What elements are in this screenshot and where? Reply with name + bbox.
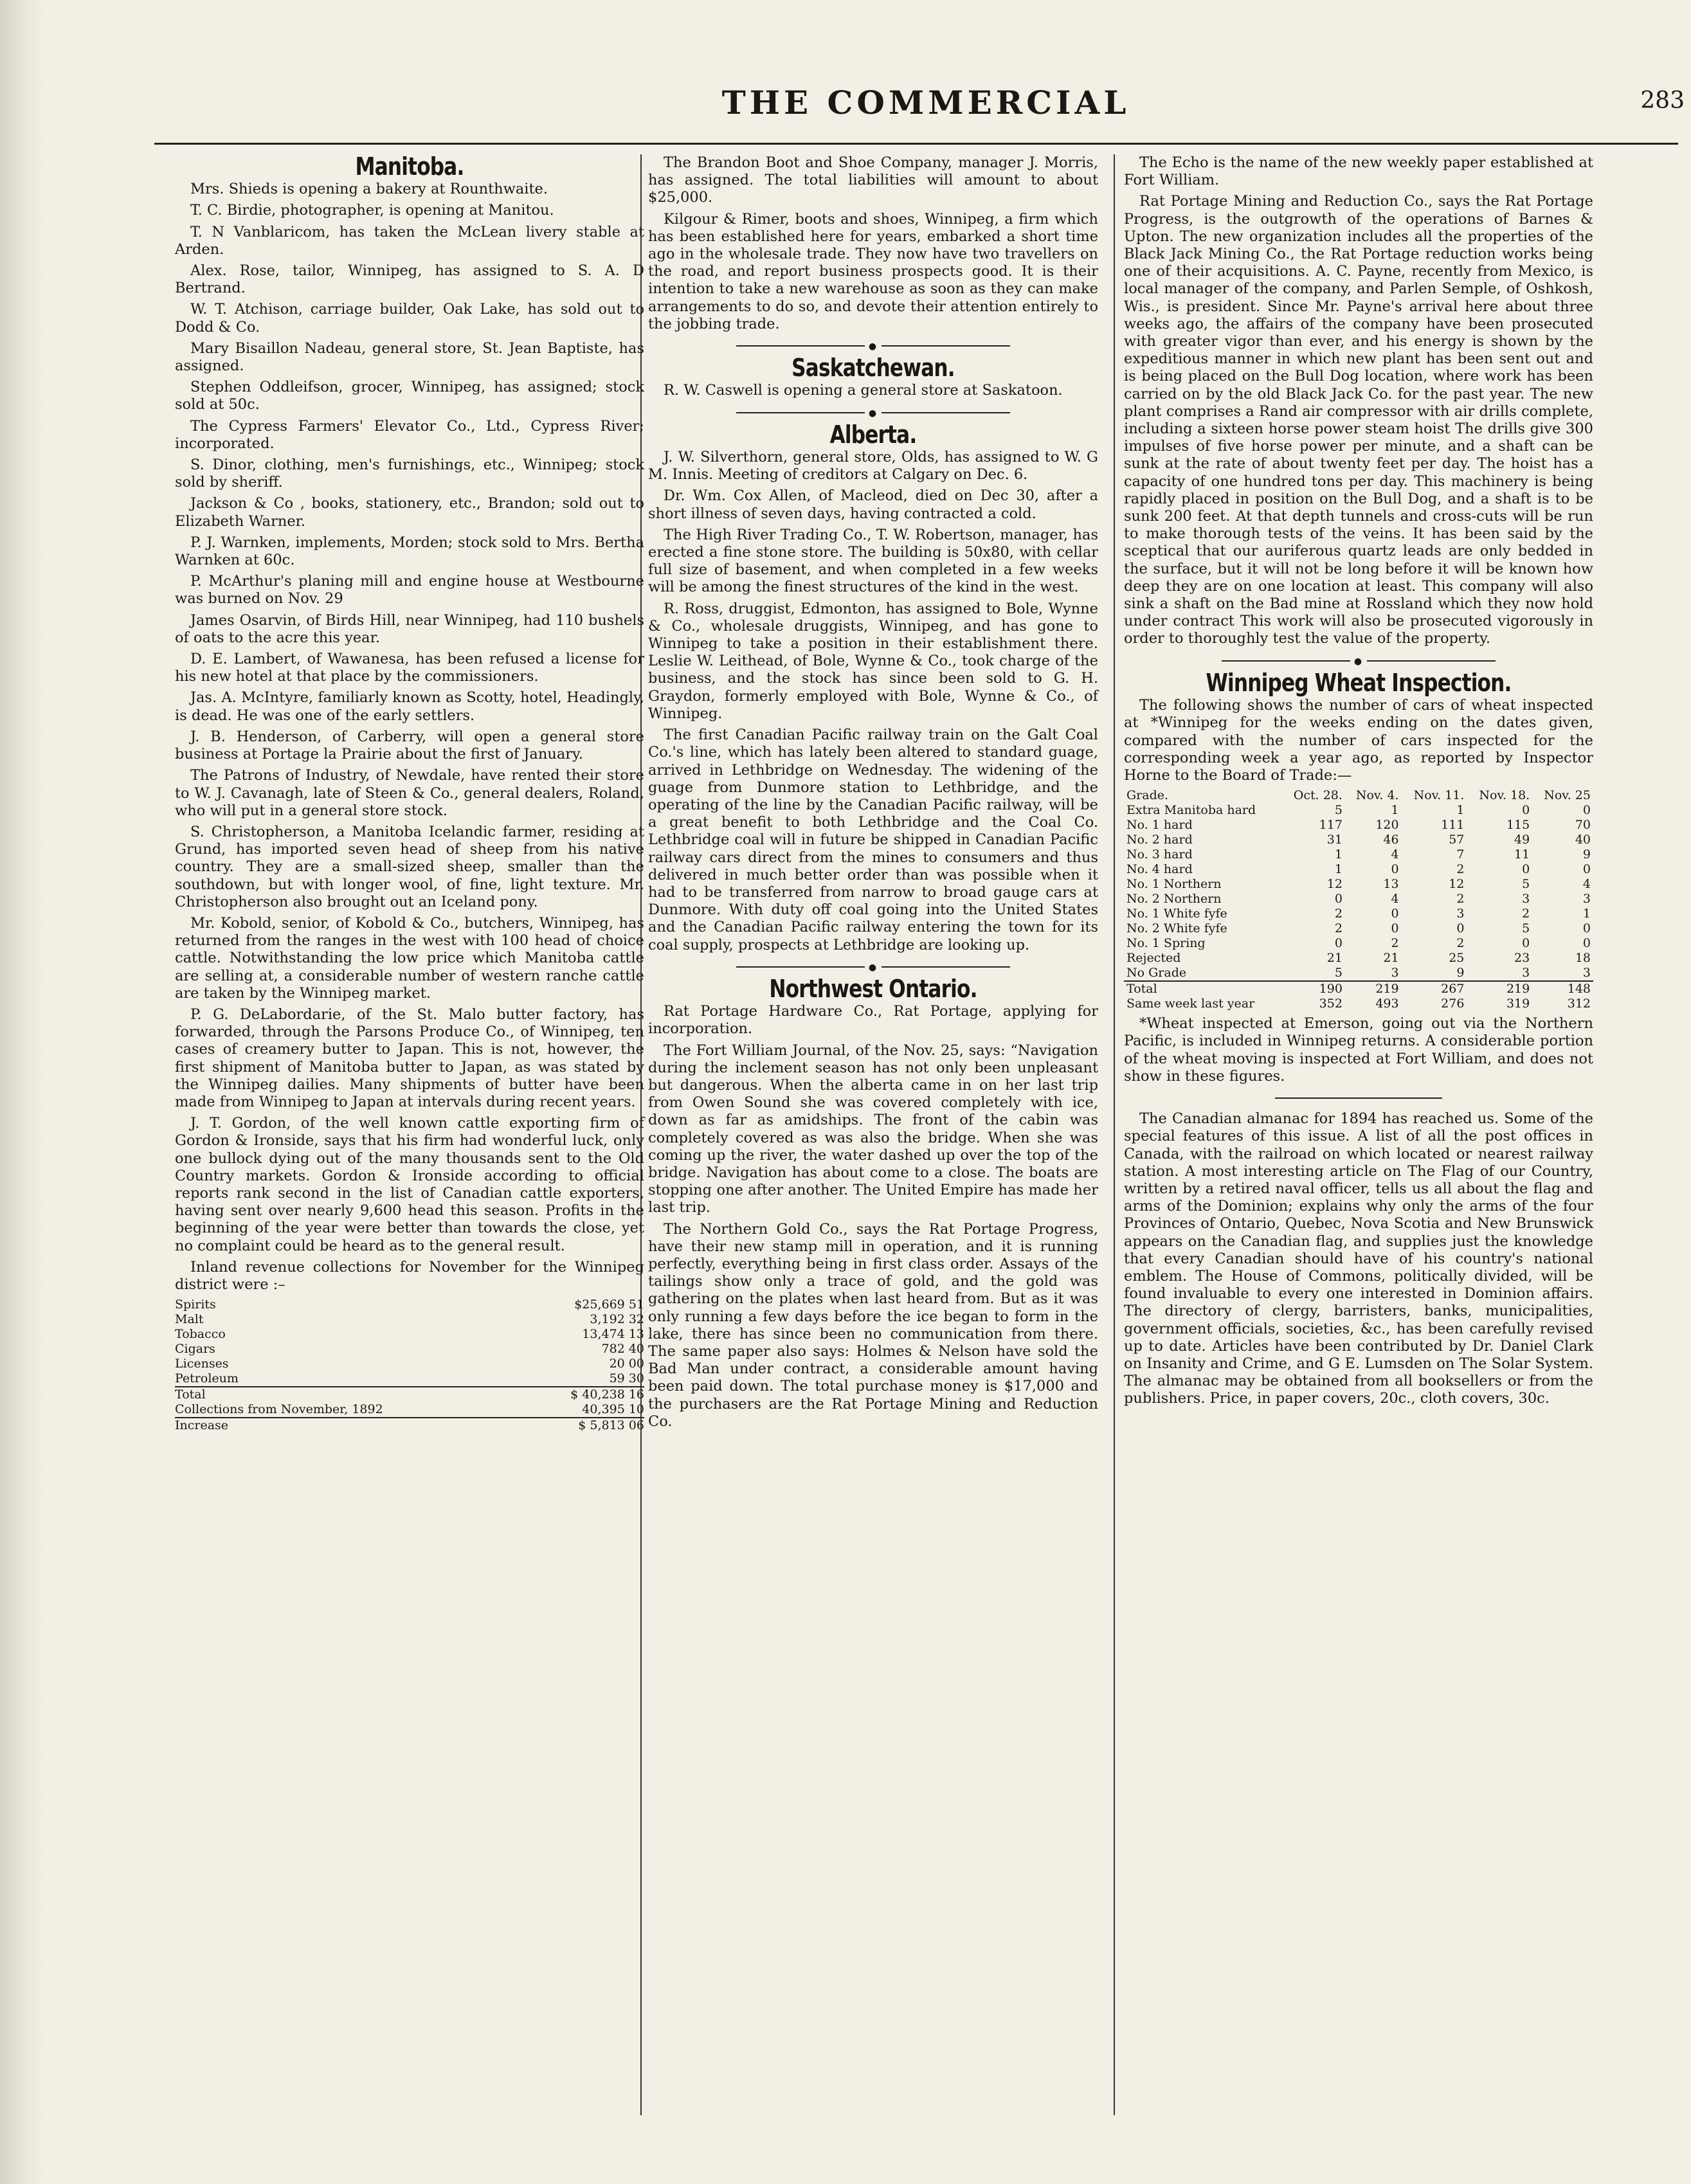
revenue-amount: 782 40: [601, 1342, 644, 1357]
revenue-increase-label: Increase: [175, 1418, 521, 1433]
wheat-cell: 117: [1319, 818, 1343, 833]
wheat-intro: The following shows the number of cars of wheat inspected at *Winnipeg for the weeks ending on the dates given, compared with the number of cars inspected for the corresponding week a year ago, as reported by Inspector Horne to the Board of Trade:—: [1124, 697, 1593, 784]
wheat-row: [1124, 862, 1593, 877]
revenue-total-amount: $ 40,238 16: [521, 1387, 644, 1402]
revenue-label: Cigars: [175, 1342, 215, 1357]
wheat-cell: 25: [1449, 951, 1465, 966]
news-item: S. Dinor, clothing, men's furnishings, etc., Winnipeg; stock sold by sheriff.: [175, 456, 644, 491]
wheat-cell: 276: [1441, 997, 1465, 1011]
wheat-header-row: [1124, 788, 1593, 803]
wheat-cell: 1: [1582, 907, 1591, 921]
wheat-cell: No. 1 Northern: [1126, 877, 1222, 892]
wheat-table: [1124, 788, 1593, 1011]
alberta-items: [648, 449, 1098, 954]
wheat-cell: No. 3 hard: [1126, 847, 1193, 862]
header-rule: [154, 143, 1678, 145]
wheat-cell: 0: [1391, 907, 1399, 921]
manitoba-items: [175, 181, 644, 1294]
rat-portage-items: [1124, 154, 1593, 648]
wheat-cell: No. 2 Northern: [1126, 892, 1222, 907]
column-divider: [1114, 154, 1115, 2115]
section-heading-northwest-ontario: Northwest Ontario.: [769, 974, 977, 1003]
revenue-row: [175, 1327, 644, 1342]
wheat-cell: 2: [1334, 907, 1343, 921]
wheat-cell: 3: [1522, 892, 1530, 907]
revenue-row: [175, 1342, 644, 1357]
news-item: The High River Trading Co., T. W. Robertson, manager, has erected a fine stone store. The building is 50x80, with cellar full size of basement, and when completed in a few weeks will be among the finest structures of the kind in the west.: [648, 526, 1098, 596]
wheat-row: [1124, 803, 1593, 818]
wheat-cell: 5: [1522, 921, 1530, 936]
saskatchewan-items: [648, 382, 1098, 399]
section-heading-wheat-inspection: Winnipeg Wheat Inspection.: [1206, 668, 1512, 697]
almanac-notice: The Canadian almanac for 1894 has reached us. Some of the special features of this issue. A list of all the post offices in Canada, with the railroad on which located or nearest railway station. A most interesting article on The Flag of our Country, written by a retired naval officer, tells us all about the flag and arms of the Dominion; explains why only the arms of the four Provinces of Ontario, Quebec, Nova Scotia and New Brunswick appears on the Canadian flag, and supplies just the knowledge that every Canadian should have of his country's national emblem. The House of Commons, politically divided, will be found invaluable to every one interested in Dominion affairs. The directory of clergy, barristers, banks, municipalities, government officials, societies, &c., has been carefully revised up to date. Articles have been contributed by Dr. Daniel Clark on Insanity and Crime, and G E. Lumsden on The Solar System. The almanac may be obtained from all booksellers or from the publishers. Price, in paper covers, 20c., cloth covers, 30c.: [1124, 1110, 1593, 1407]
revenue-row: [175, 1357, 644, 1371]
wheat-cell: Oct. 28.: [1293, 788, 1343, 803]
section-heading-alberta: Alberta.: [829, 420, 917, 449]
revenue-increase-row: [175, 1418, 644, 1433]
wheat-cell: 13: [1383, 877, 1399, 892]
wheat-cell: 4: [1391, 847, 1399, 862]
column-3: [1124, 154, 1593, 2134]
news-item: Mr. Kobold, senior, of Kobold & Co., butchers, Winnipeg, has returned from the ranges in the west with 100 head of choice cattle. Notwithstanding the low price which Manitoba cattle are selling at, a considerable number of western ranche cattle are taken by the Winnipeg market.: [175, 914, 644, 1002]
wheat-row: [1124, 847, 1593, 862]
news-item: T. C. Birdie, photographer, is opening at Manitou.: [190, 202, 554, 219]
wheat-last-year-row: [1124, 997, 1593, 1011]
wheat-cell: 9: [1456, 966, 1465, 980]
separator-rule: ●: [648, 337, 1098, 356]
wheat-cell: Extra Manitoba hard: [1126, 803, 1256, 818]
revenue-amount: 3,192 32: [590, 1312, 644, 1327]
wheat-row: [1124, 951, 1593, 966]
wheat-cell: 3: [1582, 966, 1591, 980]
wheat-cell: 148: [1532, 981, 1593, 997]
wheat-cell: 2: [1391, 936, 1399, 951]
revenue-label: Malt: [175, 1312, 204, 1327]
wheat-cell: 352: [1319, 997, 1343, 1011]
news-item: J. W. Silverthorn, general store, Olds, has assigned to W. G M. Innis. Meeting of creditors at Calgary on Dec. 6.: [648, 449, 1098, 483]
revenue-label: Tobacco: [175, 1327, 226, 1342]
wheat-cell: 12: [1326, 877, 1343, 892]
wheat-cell: Rejected: [1126, 951, 1181, 966]
wheat-cell: Nov. 4.: [1355, 788, 1399, 803]
wheat-cell: 7: [1456, 847, 1465, 862]
wheat-cell: 3: [1456, 907, 1465, 921]
wheat-cell: Nov. 25: [1544, 788, 1591, 803]
wheat-cell: 120: [1375, 818, 1399, 833]
wheat-cell: 18: [1575, 951, 1591, 966]
news-item: T. N Vanblaricom, has taken the McLean livery stable at Arden.: [175, 223, 644, 258]
revenue-label: Petroleum: [175, 1371, 239, 1386]
wheat-cell: 4: [1582, 877, 1591, 892]
news-item: D. E. Lambert, of Wawanesa, has been refused a license for his new hotel at that place by the commissioners.: [175, 651, 644, 685]
revenue-label: Spirits: [175, 1297, 216, 1312]
wheat-cell: 111: [1441, 818, 1465, 833]
separator-rule: ●: [1124, 652, 1593, 671]
wheat-cell: 5: [1522, 877, 1530, 892]
news-item: Kilgour & Rimer, boots and shoes, Winnipeg, a firm which has been established here for years, embarked a short time ago in the wholesale trade. They now have two travellers on the road, and report business prospects good. It is their intention to take a new warehouse as soon as they can make arrangements to do so, and devote their attention entirely to the jobbing trade.: [648, 210, 1098, 332]
wheat-cell: 2: [1456, 892, 1465, 907]
revenue-amount: 20 00: [609, 1357, 644, 1371]
wheat-cell: 5: [1334, 966, 1343, 980]
wheat-cell: 46: [1383, 833, 1399, 847]
revenue-collections-row: [175, 1402, 644, 1418]
news-item: The Brandon Boot and Shoe Company, manager J. Morris, has assigned. The total liabilities will amount to about $25,000.: [648, 154, 1098, 206]
page-number: 283: [1640, 87, 1685, 114]
wheat-cell: 0: [1522, 803, 1530, 818]
news-item: The Northern Gold Co., says the Rat Portage Progress, have their new stamp mill in operation, and it is running perfectly, everything being in first class order. Assays of the tailings show only a trace of gold, and the gold was gathering on the plates when last heard from. But as it was only running a few days before the ice began to form in the lake, there has since been no communication from there. The same paper also says: Holmes & Nelson have sold the Bad Man under contract, a considerable amount having been paid down. The total purchase money is $17,000 and the purchasers are the Rat Portage Mining and Reduction Co.: [648, 1220, 1098, 1430]
wheat-cell: 0: [1391, 921, 1399, 936]
wheat-cell: 2: [1456, 862, 1465, 877]
wheat-row: [1124, 936, 1593, 951]
news-item: Rat Portage Hardware Co., Rat Portage, applying for incorporation.: [648, 1003, 1098, 1038]
news-item: J. T. Gordon, of the well known cattle exporting firm of Gordon & Ironside, says that his firm had wonderful luck, only one bullock dying out of the many thousands sent to the Old Country markets. Gordon & Ironside according to official reports rank second in the list of Canadian cattle exporters, having sent over nearly 9,600 head this season. Profits in the beginning of the year were better than towards the close, yet no complaint could be heard as to the general result.: [175, 1115, 644, 1254]
wheat-row: [1124, 833, 1593, 847]
wheat-cell: No. 1 White fyfe: [1126, 907, 1227, 921]
wheat-cell: 31: [1326, 833, 1343, 847]
revenue-total-row: [175, 1387, 644, 1402]
wheat-cell: 219: [1345, 981, 1402, 997]
wheat-cell: 11: [1514, 847, 1530, 862]
news-item: James Osarvin, of Birds Hill, near Winnipeg, had 110 bushels of oats to the acre this year.: [175, 611, 644, 646]
wheat-cell: 312: [1567, 997, 1591, 1011]
revenue-row: [175, 1371, 644, 1387]
news-item: Inland revenue collections for November for the Winnipeg district were :–: [175, 1258, 644, 1293]
separator-rule: [1124, 1089, 1593, 1106]
wheat-row: [1124, 877, 1593, 892]
wheat-cell: No. 4 hard: [1126, 862, 1193, 877]
wheat-cell: Nov. 18.: [1479, 788, 1530, 803]
wheat-cell: 319: [1506, 997, 1530, 1011]
wheat-cell: 3: [1582, 892, 1591, 907]
wheat-cell: 0: [1582, 803, 1591, 818]
news-item: Jackson & Co , books, stationery, etc., Brandon; sold out to Elizabeth Warner.: [175, 495, 644, 530]
wheat-cell: 1: [1391, 803, 1399, 818]
wheat-cell: 0: [1334, 936, 1343, 951]
news-item: The Patrons of Industry, of Newdale, have rented their store to W. J. Cavanagh, late of Steen & Co., general dealers, Roland, who will put in a general store stock.: [175, 767, 644, 819]
news-item: R. Ross, druggist, Edmonton, has assigned to Bole, Wynne & Co., wholesale druggists, Winnipeg, and has gone to Winnipeg to take a position in their establishment there. Leslie W. Leithead, of Bole, Wynne & Co., took charge of the business, and the stock has since been sold to G. H. Graydon, formerly employed with Bole, Wynne & Co., of Winnipeg.: [648, 600, 1098, 722]
wheat-cell: 21: [1383, 951, 1399, 966]
wheat-cell: 1: [1334, 862, 1343, 877]
wheat-cell: 21: [1326, 951, 1343, 966]
news-item: The first Canadian Pacific railway train on the Galt Coal Co.'s line, which has lately been altered to standard guage, arrived in Lethbridge on Wednesday. The widening of the guage from Dunmore station to Lethbridge, and the operating of the line by the Canadian Pacific railway, will be a great benefit to both Lethbridge and the Coal Co. Lethbridge coal will in future be shipped in Canadian Pacific railway cars direct from the mines to consumers and thus delivered in much better order than was possible when it had to be transferred from narrow to broad gauge cars at Dunmore. With duty off coal going into the United States and the Canadian Pacific railway entering the town for its coal supply, prospects at Lethbridge are looking up.: [648, 726, 1098, 953]
wheat-cell: 0: [1582, 936, 1591, 951]
wheat-cell: 1: [1334, 847, 1343, 862]
news-item: Alex. Rose, tailor, Winnipeg, has assigned to S. A. D Bertrand.: [175, 262, 644, 297]
wheat-cell: 0: [1582, 862, 1591, 877]
wheat-cell: No. 2 hard: [1126, 833, 1193, 847]
northwest-ontario-items: [648, 1003, 1098, 1430]
revenue-collections-label: Collections from November, 1892: [175, 1402, 383, 1417]
news-item: J. B. Henderson, of Carberry, will open a general store business at Portage la Prairie about the first of January.: [175, 728, 644, 763]
wheat-cell: No Grade: [1126, 966, 1187, 980]
section-heading-manitoba: Manitoba.: [355, 152, 464, 181]
wheat-cell: 4: [1391, 892, 1399, 907]
column-2: [648, 154, 1098, 2134]
news-item: The Echo is the name of the new weekly paper established at Fort William.: [1124, 154, 1593, 189]
wheat-cell: Total: [1124, 981, 1281, 997]
wheat-cell: 12: [1449, 877, 1465, 892]
wheat-row: [1124, 892, 1593, 907]
news-item: W. T. Atchison, carriage builder, Oak Lake, has sold out to Dodd & Co.: [175, 301, 644, 336]
wheat-cell: 1: [1456, 803, 1465, 818]
column-1: [175, 154, 644, 2134]
wheat-cell: 49: [1514, 833, 1530, 847]
wheat-cell: 190: [1281, 981, 1345, 997]
wheat-cell: 493: [1375, 997, 1399, 1011]
wheat-cell: 0: [1582, 921, 1591, 936]
news-item: Dr. Wm. Cox Allen, of Macleod, died on Dec 30, after a short illness of seven days, having contracted a cold.: [648, 487, 1098, 522]
news-item: S. Christopherson, a Manitoba Icelandic farmer, residing at Grund, has imported seven head of sheep from his native country. They are a small-sized sheep, smaller than the southdown, but with longer wool, of fine, light texture. Mr. Christopherson also brought out an Iceland pony.: [175, 823, 644, 910]
wheat-row: [1124, 966, 1593, 981]
wheat-cell: 2: [1334, 921, 1343, 936]
wheat-cell: 57: [1449, 833, 1465, 847]
wheat-cell: 3: [1391, 966, 1399, 980]
wheat-cell: Same week last year: [1126, 997, 1255, 1011]
revenue-total-label: Total: [175, 1387, 521, 1402]
wheat-cell: 0: [1456, 921, 1465, 936]
wheat-cell: 267: [1402, 981, 1467, 997]
wheat-cell: 3: [1522, 966, 1530, 980]
news-item: R. W. Caswell is opening a general store at Saskatoon.: [664, 382, 1063, 399]
wheat-cell: 40: [1575, 833, 1591, 847]
page-binding-edge: [0, 0, 45, 2184]
wheat-cell: No. 1 Spring: [1126, 936, 1206, 951]
news-item: Stephen Oddleifson, grocer, Winnipeg, has assigned; stock sold at 50c.: [175, 379, 644, 413]
wheat-cell: 0: [1334, 892, 1343, 907]
news-item: The Cypress Farmers' Elevator Co., Ltd., Cypress River; incorporated.: [175, 417, 644, 452]
revenue-row: [175, 1297, 644, 1312]
revenue-amount: $25,669 51: [574, 1297, 644, 1312]
brandon-items: [648, 154, 1098, 333]
wheat-cell: 115: [1506, 818, 1530, 833]
wheat-cell: 0: [1522, 862, 1530, 877]
wheat-total-row: [1124, 981, 1593, 997]
revenue-row: [175, 1312, 644, 1327]
wheat-cell: 9: [1582, 847, 1591, 862]
news-item: Jas. A. McIntyre, familiarly known as Scotty, hotel, Headingly, is dead. He was one of the early settlers.: [175, 689, 644, 724]
wheat-note: *Wheat inspected at Emerson, going out via the Northern Pacific, is included in Winnipeg returns. A considerable portion of the wheat moving is inspected at Fort William, and does not show in these figures.: [1124, 1015, 1593, 1085]
wheat-cell: 219: [1467, 981, 1532, 997]
wheat-cell: 0: [1522, 936, 1530, 951]
separator-rule: ●: [648, 404, 1098, 422]
news-item: Rat Portage Mining and Reduction Co., says the Rat Portage Progress, is the outgrowth of the operations of Barnes & Upton. The new organization includes all the properties of the Black Jack Mining Co., the Rat Portage reduction works being one of their acquisitions. A. C. Payne, recently from Mexico, is local manager of the company, and Parlen Semple, of Oshkosh, Wis., is president. Since Mr. Payne's arrival here about three weeks ago, the affairs of the company have been prosecuted with greater vigor than ever, and his energy is shown by the expeditious manner in which new plant has been sent out and is being placed on the Bull Dog location, where work has been carried on by the old Black Jack Co. for the past year. The new plant comprises a Rand air compressor with air drills complete, including a sixteen horse power steam hoist The drills give 300 impulses of five horse power per minute, and a shaft can be sunk at the rate of about twenty feet per day. The hoist has a capacity of one hundred tons per day. This machinery is being rapidly placed in position on the Bull Dog, and a shaft is to be sunk 200 feet. At that depth tunnels and cross-cuts will be run to make thorough tests of the veins. It has been said by the sceptical that our auriferous quartz leads are only bedded in the surface, but it will not be long before it will be known how deep they are on one location at least. This company will also sink a shaft on the Bad mine at Rossland which they now hold under contract This work will also be prosecuted vigorously in order to thoroughly test the value of the property.: [1124, 193, 1593, 647]
page-header: [161, 84, 1691, 135]
section-heading-saskatchewan: Saskatchewan.: [791, 354, 955, 383]
news-item: P. G. DeLabordarie, of the St. Malo butter factory, has forwarded, through the Parsons Produce Co., of Winnipeg, ten cases of creamery butter to Japan. This is not, however, the first shipment of Manitoba butter to Japan, as was stated by the Winnipeg dailies. Many shipments of butter have been made from Winnipeg to Japan at intervals during recent years.: [175, 1006, 644, 1110]
wheat-cell: 2: [1456, 936, 1465, 951]
wheat-cell: Nov. 11.: [1413, 788, 1465, 803]
wheat-cell: 0: [1391, 862, 1399, 877]
separator-rule: ●: [648, 958, 1098, 977]
news-item: Mary Bisaillon Nadeau, general store, St. Jean Baptiste, has assigned.: [175, 339, 644, 375]
revenue-amount: 59 30: [609, 1371, 644, 1386]
masthead: THE COMMERCIAL: [721, 84, 1130, 122]
revenue-collections-amount: 40,395 10: [582, 1402, 644, 1417]
revenue-increase-amount: $ 5,813 06: [521, 1418, 644, 1433]
wheat-cell: 5: [1334, 803, 1343, 818]
wheat-row: [1124, 907, 1593, 921]
news-item: The Fort William Journal, of the Nov. 25, says: “Navigation during the inclement season has not only been unpleasant but dangerous. When the alberta came in on her last trip from Owen Sound she was covered completely with ice, down as far as amidships. The front of the cabin was completely covered as was also the bridge. When she was coming up the river, the water dashed up over the top of the bridge. Navigation has about come to a close. The boats are stopping one after another. The United Empire has made her last trip.: [648, 1042, 1098, 1216]
revenue-table: [175, 1297, 644, 1433]
wheat-cell: No. 2 White fyfe: [1126, 921, 1227, 936]
news-item: P. McArthur's planing mill and engine house at Westbourne was burned on Nov. 29: [175, 573, 644, 608]
news-item: P. J. Warnken, implements, Morden; stock sold to Mrs. Bertha Warnken at 60c.: [175, 534, 644, 569]
wheat-cell: 70: [1575, 818, 1591, 833]
wheat-cell: 23: [1514, 951, 1530, 966]
wheat-cell: 2: [1522, 907, 1530, 921]
wheat-row: [1124, 921, 1593, 936]
revenue-label: Licenses: [175, 1357, 229, 1371]
news-item: Mrs. Shieds is opening a bakery at Rounthwaite.: [190, 181, 548, 198]
wheat-cell: Grade.: [1126, 788, 1169, 803]
wheat-row: [1124, 818, 1593, 833]
wheat-cell: No. 1 hard: [1126, 818, 1193, 833]
revenue-amount: 13,474 13: [582, 1327, 644, 1342]
